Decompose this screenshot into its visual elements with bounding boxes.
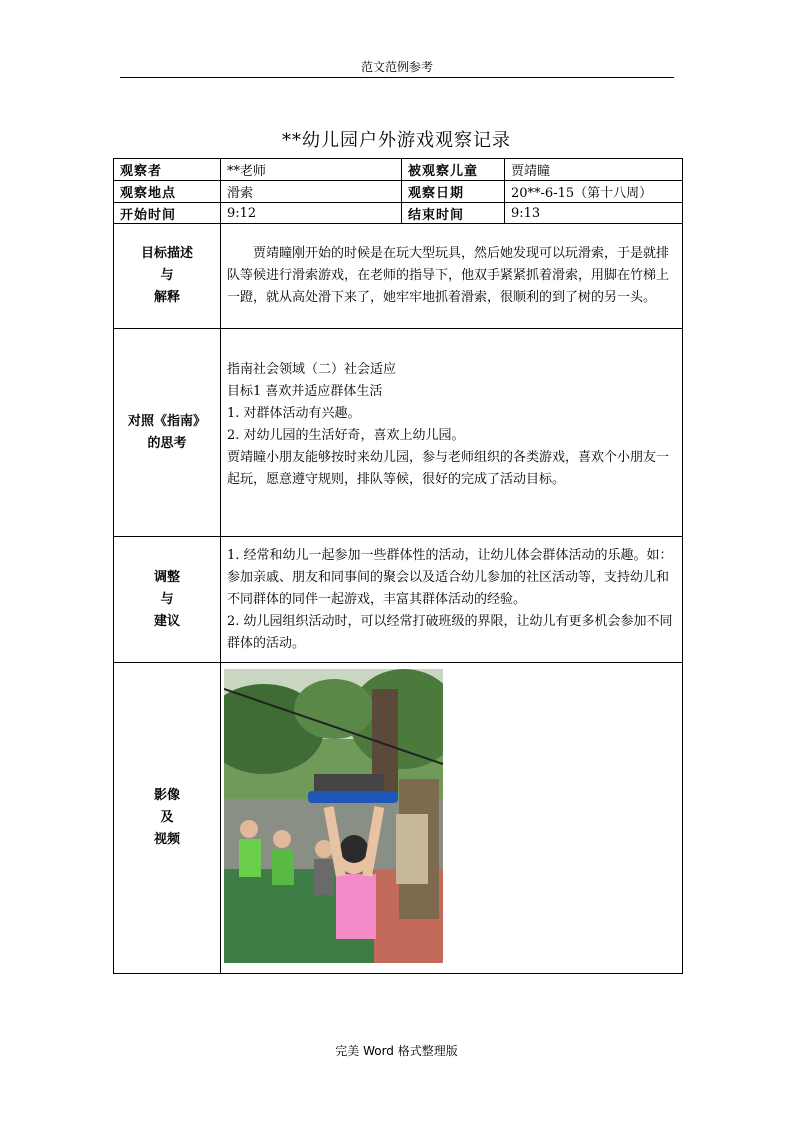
- child-label: 被观察儿童: [402, 159, 505, 181]
- observer-value: **老师: [221, 159, 402, 181]
- guide-label: 对照《指南》 的思考: [114, 329, 221, 537]
- place-value: 滑索: [221, 181, 402, 203]
- playground-photo: [224, 669, 443, 963]
- guide-line: 目标1 喜欢并适应群体生活: [227, 384, 383, 399]
- advice-line: 2. 幼儿园组织活动时，可以经常打破班级的界限，让幼儿有更多机会参加不同群体的活动。: [227, 613, 673, 651]
- place-label: 观察地点: [114, 181, 221, 203]
- photo-image: [224, 669, 443, 963]
- record-table: [113, 158, 683, 974]
- end-label: 结束时间: [402, 203, 505, 224]
- page-footer: 完美 Word 格式整理版: [335, 1044, 458, 1058]
- goal-text: 贾靖瞳刚开始的时候是在玩大型玩具，然后她发现可以玩滑索，于是就排队等候进行滑索游戏，在老师的指导下，他双手紧紧抓着滑索，用脚在竹梯上一蹬，就从高处滑下来了，她牢牢地抓着滑索，很顺利的到了树的另一头。: [227, 246, 670, 305]
- end-value: 9:13: [505, 203, 683, 224]
- advice-text-cell: [221, 537, 683, 663]
- date-label: 观察日期: [402, 181, 505, 203]
- child-value: 贾靖瞳: [505, 159, 683, 181]
- guide-line: 1. 对群体活动有兴趣。: [227, 406, 361, 421]
- advice-line: 1. 经常和幼儿一起参加一些群体性的活动，让幼儿体会群体活动的乐趣。如：参加亲戚、朋友和同事间的聚会以及适合幼儿参加的社区活动等，支持幼儿和不同群体的同伴一起游戏，丰富其群体活动的经验。: [227, 547, 673, 607]
- goal-label: 目标描述 与 解释: [114, 224, 221, 329]
- guide-line: 贾靖瞳小朋友能够按时来幼儿园，参与老师组织的各类游戏，喜欢个小朋友一起玩，愿意遵守规则，排队等候，很好的完成了活动目标。: [227, 450, 670, 487]
- goal-text-cell: [221, 224, 683, 329]
- observer-label: 观察者: [114, 159, 221, 181]
- media-cell: [221, 663, 683, 974]
- guide-line: 2. 对幼儿园的生活好奇，喜欢上幼儿园。: [227, 428, 465, 443]
- date-value: 20**-6-15（第十八周）: [505, 181, 683, 203]
- advice-label: 调整 与 建议: [114, 537, 221, 663]
- start-value: 9:12: [221, 203, 402, 224]
- start-label: 开始时间: [114, 203, 221, 224]
- guide-line: 指南社会领域（二）社会适应: [227, 362, 397, 377]
- media-label: 影像 及 视频: [114, 663, 221, 974]
- document-title: **幼儿园户外游戏观察记录: [282, 130, 511, 151]
- guide-text-cell: [221, 329, 683, 537]
- page-header: 范文范例参考: [120, 58, 674, 78]
